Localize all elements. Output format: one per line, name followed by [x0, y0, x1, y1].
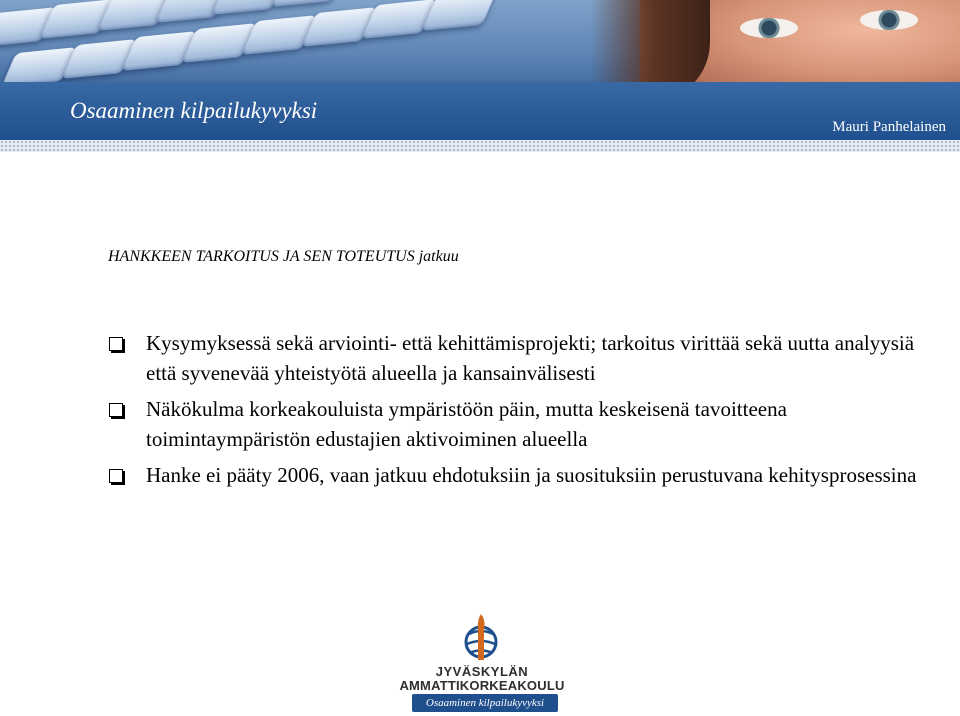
logo-text-line2: AMMATTIKORKEAKOULU: [399, 678, 565, 693]
dotted-divider: [0, 140, 960, 152]
header-banner: [0, 0, 960, 152]
author-name: Mauri Panhelainen: [832, 119, 946, 135]
checkbox-bullet-icon: [109, 403, 123, 417]
jamk-logo: [398, 612, 566, 693]
checkbox-bullet-icon: [109, 337, 123, 351]
footer-tagline: Osaaminen kilpailukyvyksi: [425, 697, 545, 709]
checkbox-bullet-icon: [109, 469, 123, 483]
eye-right: [860, 10, 918, 30]
bullet-text: Hanke ei pääty 2006, vaan jatkuu ehdotuksiin ja suosituksiin perustuvana kehitysprosessina: [146, 463, 917, 487]
eye-left: [740, 18, 798, 38]
slide-subtitle: HANKKEEN TARKOITUS JA SEN TOTEUTUS jatkuu: [108, 248, 459, 265]
bullet-text: Kysymyksessä sekä arviointi- että kehittämisprojekti; tarkoitus virittää sekä uutta analyysiä että syvenevää yhteistyötä alueella ja kansainvälisesti: [146, 331, 915, 385]
bullet-list: [108, 328, 928, 496]
torch-emblem-icon: [463, 612, 499, 664]
bullet-item: [108, 460, 928, 490]
footer-tagline-bar: [412, 694, 558, 712]
logo-text-line1: JYVÄSKYLÄN: [435, 664, 529, 679]
bullet-item: [108, 394, 928, 454]
bullet-text: Näkökulma korkeakouluista ympäristöön päin, mutta keskeisenä tavoitteena toimintaympäristön edustajien aktivoiminen alueella: [146, 397, 787, 451]
bullet-item: [108, 328, 928, 388]
page-title: Osaaminen kilpailukyvyksi: [70, 98, 318, 123]
